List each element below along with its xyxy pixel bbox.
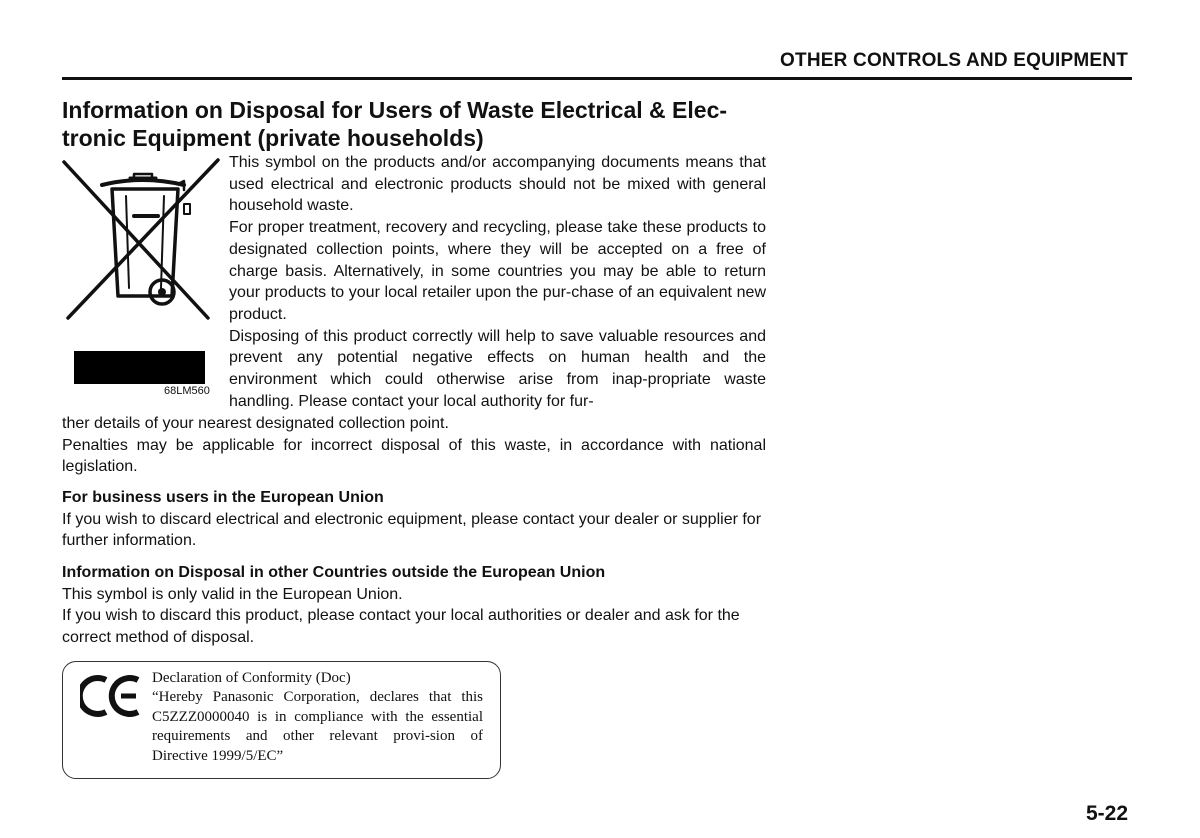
section-title: OTHER CONTROLS AND EQUIPMENT xyxy=(780,50,1128,71)
declaration-text xyxy=(152,669,483,766)
figure-code: 68LM560 xyxy=(164,385,210,397)
page-number: 5-22 xyxy=(1085,802,1128,825)
page-heading-line-2: tronic Equipment (private households) xyxy=(62,125,484,151)
ce-mark-icon xyxy=(80,672,144,718)
page-heading-line-1: Information on Disposal for Users of Waste Electrical & Elec- xyxy=(62,97,728,123)
wrapped-text-block xyxy=(229,152,766,412)
crossed-out-wheelie-bin-icon xyxy=(62,156,222,326)
header-rule xyxy=(62,77,1132,80)
outside-eu-text-1: This symbol is only valid in the European Union. xyxy=(62,585,403,603)
paragraph-disposing-start: Disposing of this product correctly will help to save valuable resources and prevent any potential negative effects on human health and the environment which could otherwise arise from inap-propriate waste handling. Please contact your local authority for fur- xyxy=(229,327,766,410)
symbol-black-bar xyxy=(74,351,205,384)
declaration-body: “Hereby Panasonic Corporation, declares that this C5ZZZ0000040 is in compliance with the essential requirements and other relevant provi-sion of Directive 1999/5/EC” xyxy=(152,689,483,764)
business-users-text: If you wish to discard electrical and electronic equipment, please contact your dealer or supplier for further information. xyxy=(62,510,762,550)
declaration-title: Declaration of Conformity (Doc) xyxy=(152,670,351,686)
outside-eu-section xyxy=(62,562,766,649)
outside-eu-text-2: If you wish to discard this product, please contact your local authorities or dealer and ask for the correct method of disposal. xyxy=(62,607,740,647)
paragraph-penalties: Penalties may be applicable for incorrect disposal of this waste, in accordance with national legislation. xyxy=(62,436,766,476)
full-width-text-block xyxy=(62,413,766,478)
paragraph-symbol-meaning: This symbol on the products and/or accompanying documents means that used electrical and electronic products should not be mixed with general household waste. xyxy=(229,154,766,215)
business-users-heading: For business users in the European Union xyxy=(62,489,384,506)
paragraph-treatment: For proper treatment, recovery and recycling, please take these products to designated collection points, where they will be accepted on a free of charge basis. Alternatively, in some countries you may be able to return your products to your local retailer upon the pur-chase of an equivalent new product. xyxy=(229,219,766,323)
outside-eu-heading: Information on Disposal in other Countries outside the European Union xyxy=(62,564,606,581)
page-heading xyxy=(62,96,772,152)
paragraph-disposing-end: ther details of your nearest designated collection point. xyxy=(62,415,449,432)
business-users-section xyxy=(62,487,766,552)
